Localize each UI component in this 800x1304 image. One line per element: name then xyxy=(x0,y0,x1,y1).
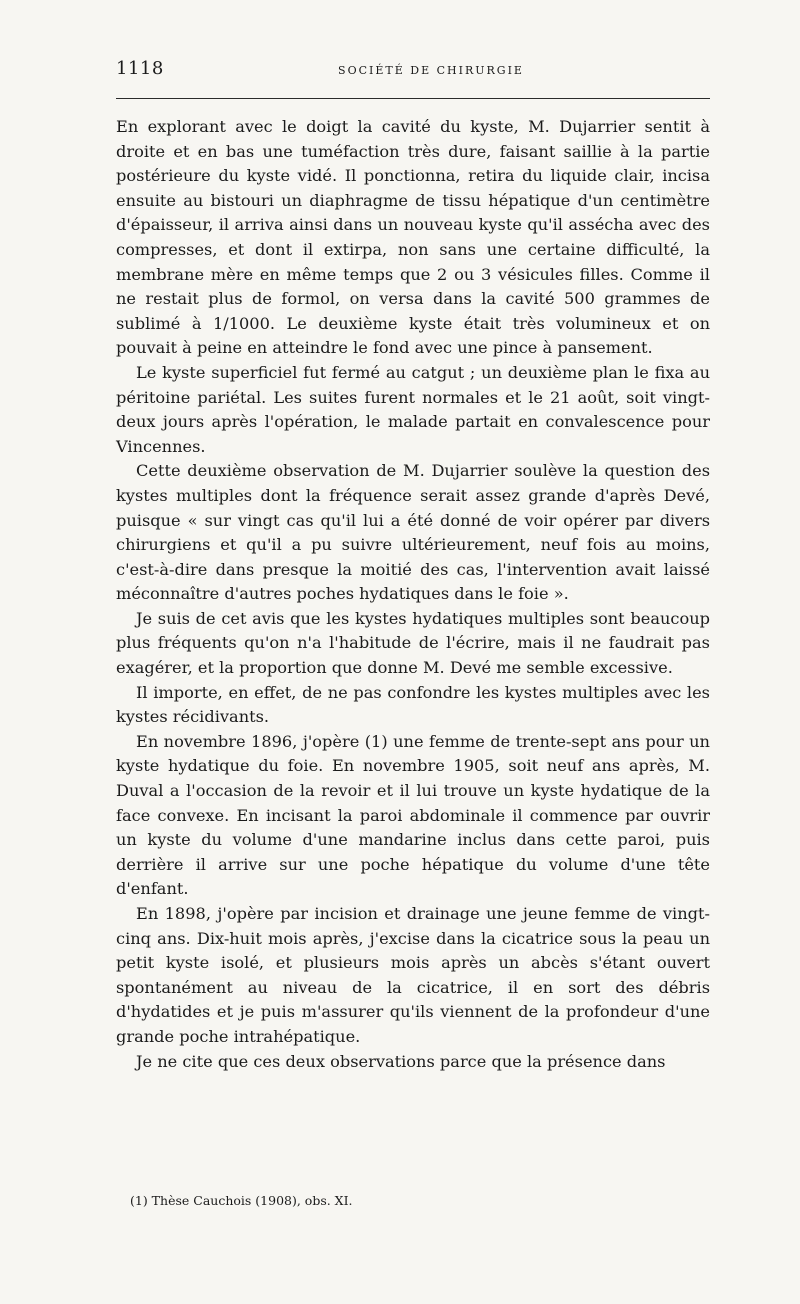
footnote: (1) Thèse Cauchois (1908), obs. XI. xyxy=(130,1193,353,1208)
paragraph: Il importe, en effet, de ne pas confondre les kystes multiples avec les kystes récidivants. xyxy=(116,682,710,727)
paragraph: En 1898, j'opère par incision et drainage une jeune femme de vingt-cinq ans. Dix-huit mois après, j'excise dans la cicatrice sous la peau un petit kyste isolé, et plusieurs mois après un abcès s'étant ouvert spontanément au niveau de la cicatrice, il en sort des débris d'hydatides et je puis m'assurer qu'ils viennent de la profondeur d'une grande poche intrahépatique. xyxy=(116,904,710,1046)
page-header xyxy=(116,58,710,88)
paragraph: Le kyste superficiel fut fermé au catgut ; un deuxième plan le fixa au péritoine pariétal. Les suites furent normales et le 21 août, soit vingt-deux jours après l'opération, le malade partait en convalescence pour Vincennes. xyxy=(116,362,710,456)
page-number: 1118 xyxy=(116,58,164,79)
running-head: SOCIÉTÉ DE CHIRURGIE xyxy=(338,64,524,77)
paragraph: Je ne cite que ces deux observations parce que la présence dans xyxy=(136,1051,666,1071)
paragraph: Je suis de cet avis que les kystes hydatiques multiples sont beaucoup plus fréquents qu'on n'a l'habitude de l'écrire, mais il ne faudrait pas exagérer, et la proportion que donne M. Devé me semble excessive. xyxy=(116,608,710,678)
body-text xyxy=(116,115,710,1074)
paragraph: Cette deuxième observation de M. Dujarrier soulève la question des kystes multiples dont la fréquence serait assez grande d'après Devé, puisque « sur vingt cas qu'il lui a été donné de voir opérer par divers chirurgiens et qu'il a pu suivre ultérieurement, neuf fois au moins, c'est-à-dire dans presque la moitié des cas, l'intervention avait laissé méconnaître d'autres poches hydatiques dans le foie ». xyxy=(116,461,710,604)
header-rule xyxy=(116,98,710,99)
paragraph: En explorant avec le doigt la cavité du kyste, M. Dujarrier sentit à droite et en bas une tuméfaction très dure, faisant saillie à la partie postérieure du kyste vidé. Il ponctionna, retira du liquide clair, incisa ensuite au bistouri un diaphragme de tissu hépatique d'un centimètre d'épaisseur, il arriva ainsi dans un nouveau kyste qu'il assécha avec des compresses, et dont il extirpa, non sans une certaine difficulté, la membrane mère en même temps que 2 ou 3 vésicules filles. Comme il ne restait plus de formol, on versa dans la cavité 500 grammes de sublimé à 1/1000. Le deuxième kyste était très volumineux et on pouvait à peine en atteindre le fond avec une pince à pansement. xyxy=(116,117,710,358)
paragraph: En novembre 1896, j'opère (1) une femme de trente-sept ans pour un kyste hydatique du foie. En novembre 1905, soit neuf ans après, M. Duval a l'occasion de la revoir et il lui trouve un kyste hydatique de la face convexe. En incisant la paroi abdominale il commence par ouvrir un kyste du volume d'une mandarine inclus dans cette paroi, puis derrière il arrive sur une poche hépatique du volume d'une tête d'enfant. xyxy=(116,731,710,899)
